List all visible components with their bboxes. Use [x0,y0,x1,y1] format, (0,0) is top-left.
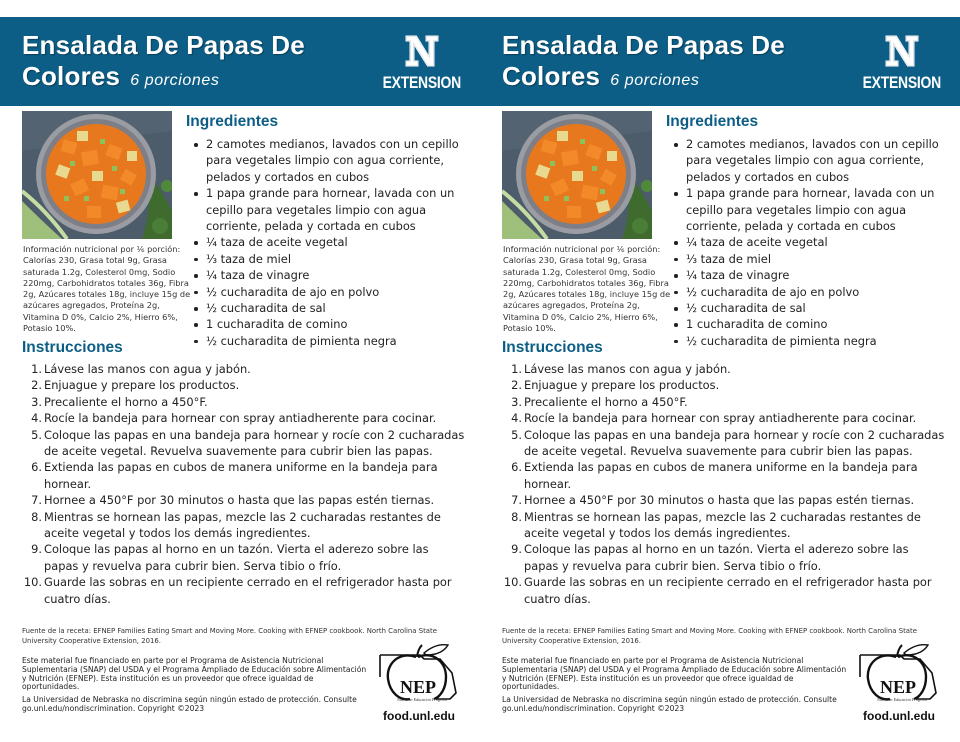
apple-nebraska-icon [376,643,460,703]
funding-statement: Este material fue financiado en parte por el Programa de Asistencia Nutricional Suplementaria (SNAP) del USDA y el Programa Ampliado de Educación sobre Alimentación y Nutrición (EFNEP). Esta institución es un proveedor que ofrece igualdad de oportunidades. [22,656,367,692]
step-text: Hornee a 450°F por 30 minutos o hasta que las papas estén tiernas. [44,493,435,508]
ingredient-item: 1 cucharadita de comino [673,316,953,332]
recipe-source: Fuente de la receta: EFNEP Families Eating Smart and Moving More. Cooking with EFNEP cookbook. North Carolina State University Cooperative Extension, 2016. [22,627,437,646]
nondiscrimination-statement: La Universidad de Nebraska no discrimina según ningún estado de protección. Consulte go.unl.edu/nondiscrimination. Copyright ©2023 [22,695,357,713]
step-number: 10. [503,575,522,590]
step-number: 4. [31,411,42,426]
step-number: 9. [511,542,522,557]
recipe-title [22,30,362,96]
instruction-step [26,427,466,460]
svg-text:Nutrition Education Program: Nutrition Education Program [877,697,927,702]
step-text: Lávese las manos con agua y jabón. [44,362,251,376]
instruction-step [26,377,466,393]
servings-label: 6 porciones [130,72,220,89]
step-text: Enjuague y prepare los productos. [524,378,720,393]
instructions-list [23,361,466,607]
instruction-step [506,361,946,377]
step-text: Hornee a 450°F por 30 minutos o hasta que las papas estén tiernas. [524,493,915,508]
step-number: 7. [511,493,522,508]
instruction-step [26,459,466,492]
title-line-1: Ensalada De Papas De [22,30,305,60]
step-number: 1. [31,362,42,376]
nutrition-info: Información nutricional por ⅙ porción: Calorías 230, Grasa total 9g, Grasa saturada 1.2g, Colesterol 0mg, Sodio 220mg, Carbohidratos totales 36g, Fibra 2g, Azúcares totales 18g, incluye 15g de azúcares agregados, Proteína 2g, Vitamina D 0%, Calcio 2%, Hierro 6%, Potasio 10%. [503,244,671,334]
step-text: Coloque las papas en una bandeja para hornear y rocíe con 2 cucharadas de aceite vegetal. Revuelva suavemente para cubrir bien las papas. [524,427,945,459]
salad-bowl-image [502,111,652,239]
apple-nebraska-icon [856,643,940,703]
step-number: 7. [31,493,42,508]
instructions-heading: Instrucciones [22,339,123,356]
svg-text:Nutrition Education Program: Nutrition Education Program [397,697,447,702]
step-text: Enjuague y prepare los productos. [44,378,240,393]
step-text: Mientras se hornean las papas, mezcle las 2 cucharadas restantes de aceite vegetal y todos los demás ingredientes. [524,509,921,541]
nondiscrimination-statement: La Universidad de Nebraska no discrimina según ningún estado de protección. Consulte go.unl.edu/nondiscrimination. Copyright ©2023 [502,695,837,713]
nutrition-info: Información nutricional por ⅙ porción: Calorías 230, Grasa total 9g, Grasa saturada 1.2g, Colesterol 0mg, Sodio 220mg, Carbohidratos totales 36g, Fibra 2g, Azúcares totales 18g, incluye 15g de azúcares agregados, Proteína 2g, Vitamina D 0%, Calcio 2%, Hierro 6%, Potasio 10%. [23,244,191,334]
instruction-step [26,394,466,410]
step-text: Lávese las manos con agua y jabón. [524,362,731,376]
step-text: Guarde las sobras en un recipiente cerrado en el refrigerador hasta por cuatro días. [44,575,452,606]
step-text: Rocíe la bandeja para hornear con spray antiadherente para cocinar. [524,411,917,426]
instruction-step [506,410,946,426]
recipe-photo [22,111,172,239]
title-line-2: Colores [22,61,121,91]
ingredient-item: ¼ taza de aceite vegetal [193,234,473,250]
ingredient-item: 1 papa grande para hornear, lavada con un cepillo para vegetales limpio con agua corriente, pelada y cortada en cubos [193,185,473,234]
step-number: 6. [511,460,522,475]
instruction-step [506,394,946,410]
food-website-link[interactable]: food.unl.edu [383,709,455,723]
instruction-step [506,492,946,508]
instruction-step [506,377,946,393]
nebraska-extension-logo [863,33,941,97]
ingredient-item: 2 camotes medianos, lavados con un cepillo para vegetales limpio con agua corriente, pelados y cortados en cubos [673,136,953,185]
ingredient-item: 1 papa grande para hornear, lavada con un cepillo para vegetales limpio con agua corriente, pelada y cortada en cubos [673,185,953,234]
extension-wordmark: EXTENSION [862,73,942,92]
nebraska-n-icon [403,33,441,69]
ingredient-item: ½ cucharadita de sal [673,300,953,316]
ingredient-item: ½ cucharadita de ajo en polvo [193,284,473,300]
ingredient-item: ½ cucharadita de sal [193,300,473,316]
instruction-step [26,410,466,426]
extension-wordmark: EXTENSION [382,73,462,92]
step-text: Coloque las papas al horno en un tazón. Vierta el aderezo sobre las papas y revuelva para cubrir bien. Serva tibio o frío. [524,542,909,573]
step-number: 10. [23,575,42,590]
step-number: 6. [31,460,42,475]
recipe-source: Fuente de la receta: EFNEP Families Eating Smart and Moving More. Cooking with EFNEP cookbook. North Carolina State University Cooperative Extension, 2016. [502,627,917,646]
recipe-title [502,30,842,96]
step-text: Coloque las papas al horno en un tazón. Vierta el aderezo sobre las papas y revuelva para cubrir bien. Serva tibio o frío. [44,542,429,573]
ingredient-item: ½ cucharadita de pimienta negra [673,333,953,349]
step-number: 2. [31,378,42,393]
step-number: 5. [511,427,522,442]
instructions-list [503,361,946,607]
step-number: 8. [511,509,522,524]
instruction-step [26,361,466,377]
instruction-step [503,574,946,607]
step-number: 5. [31,427,42,442]
step-text: Guarde las sobras en un recipiente cerrado en el refrigerador hasta por cuatro días. [524,575,932,606]
ingredients-heading: Ingredientes [186,113,279,130]
ingredient-item: ½ cucharadita de ajo en polvo [673,284,953,300]
svg-text:NEP: NEP [880,677,916,697]
step-text: Rocíe la bandeja para hornear con spray antiadherente para cocinar. [44,411,437,426]
step-number: 3. [511,394,522,409]
step-text: Precaliente el horno a 450°F. [524,394,688,409]
step-text: Mientras se hornean las papas, mezcle las 2 cucharadas restantes de aceite vegetal y todos los demás ingredientes. [44,509,441,541]
step-text: Coloque las papas en una bandeja para hornear y rocíe con 2 cucharadas de aceite vegetal. Revuelva suavemente para cubrir bien las papas. [44,427,465,459]
step-number: 3. [31,394,42,409]
instruction-step [23,574,466,607]
recipe-photo [502,111,652,239]
ingredient-item: ⅓ taza de miel [193,251,473,267]
nep-logo [376,643,460,703]
step-text: Extienda las papas en cubos de manera uniforme en la bandeja para hornear. [44,460,438,491]
instruction-step [506,427,946,460]
title-line-1: Ensalada De Papas De [502,30,785,60]
nebraska-extension-logo [383,33,461,97]
ingredient-item: 2 camotes medianos, lavados con un cepillo para vegetales limpio con agua corriente, pelados y cortados en cubos [193,136,473,185]
ingredients-heading: Ingredientes [666,113,759,130]
instruction-step [26,492,466,508]
step-number: 4. [511,411,522,426]
funding-statement: Este material fue financiado en parte por el Programa de Asistencia Nutricional Suplementaria (SNAP) del USDA y el Programa Ampliado de Educación sobre Alimentación y Nutrición (EFNEP). Esta institución es un proveedor que ofrece igualdad de oportunidades. [502,656,847,692]
ingredients-list [673,136,953,349]
salad-bowl-image [22,111,172,239]
step-text: Precaliente el horno a 450°F. [44,394,208,409]
servings-label: 6 porciones [610,72,700,89]
ingredient-item: 1 cucharadita de comino [193,316,473,332]
title-line-2: Colores [502,61,601,91]
step-number: 2. [511,378,522,393]
instruction-step [506,509,946,542]
instruction-step [26,509,466,542]
instructions-heading: Instrucciones [502,339,603,356]
ingredient-item: ½ cucharadita de pimienta negra [193,333,473,349]
svg-text:NEP: NEP [400,677,436,697]
step-text: Extienda las papas en cubos de manera uniforme en la bandeja para hornear. [524,460,918,491]
ingredient-item: ⅓ taza de miel [673,251,953,267]
nebraska-n-icon [883,33,921,69]
ingredient-item: ¼ taza de vinagre [193,267,473,283]
ingredient-item: ¼ taza de aceite vegetal [673,234,953,250]
step-number: 9. [31,542,42,557]
instruction-step [26,541,466,574]
instruction-step [506,541,946,574]
food-website-link[interactable]: food.unl.edu [863,709,935,723]
instruction-step [506,459,946,492]
step-number: 1. [511,362,522,376]
nep-logo [856,643,940,703]
recipe-card-right [480,0,960,742]
step-number: 8. [31,509,42,524]
ingredients-list [193,136,473,349]
ingredient-item: ¼ taza de vinagre [673,267,953,283]
